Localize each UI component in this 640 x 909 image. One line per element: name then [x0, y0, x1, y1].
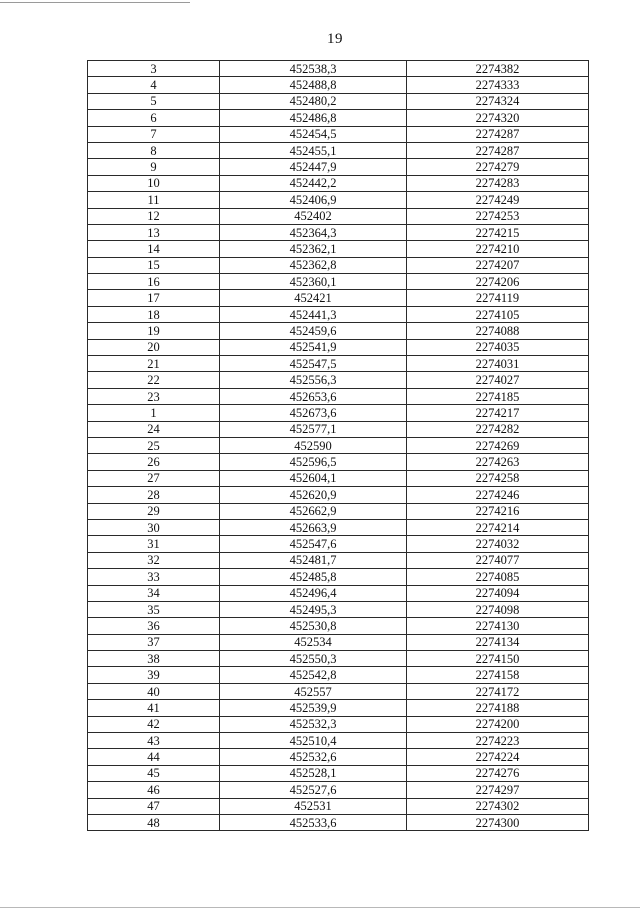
y-coordinate-cell: 2274282	[407, 421, 589, 437]
table-row	[88, 405, 589, 421]
point-number-cell: 3	[88, 61, 220, 77]
table-row	[88, 77, 589, 93]
table-row	[88, 536, 589, 552]
x-coordinate-cell: 452442,2	[220, 175, 407, 191]
point-number-cell: 39	[88, 667, 220, 683]
y-coordinate-cell: 2274150	[407, 651, 589, 667]
table-row	[88, 257, 589, 273]
y-coordinate-cell: 2274077	[407, 552, 589, 568]
x-coordinate-cell: 452550,3	[220, 651, 407, 667]
table-row	[88, 585, 589, 601]
x-coordinate-cell: 452481,7	[220, 552, 407, 568]
x-coordinate-cell: 452480,2	[220, 93, 407, 109]
y-coordinate-cell: 2274188	[407, 700, 589, 716]
point-number-cell: 10	[88, 175, 220, 191]
point-number-cell: 29	[88, 503, 220, 519]
point-number-cell: 38	[88, 651, 220, 667]
point-number-cell: 43	[88, 733, 220, 749]
point-number-cell: 16	[88, 274, 220, 290]
x-coordinate-cell: 452421	[220, 290, 407, 306]
page-number: 19	[327, 31, 343, 47]
table-row	[88, 618, 589, 634]
x-coordinate-cell: 452459,6	[220, 323, 407, 339]
point-number-cell: 12	[88, 208, 220, 224]
x-coordinate-cell: 452360,1	[220, 274, 407, 290]
x-coordinate-cell: 452590	[220, 437, 407, 453]
x-coordinate-cell: 452662,9	[220, 503, 407, 519]
x-coordinate-cell: 452447,9	[220, 159, 407, 175]
table-row	[88, 437, 589, 453]
y-coordinate-cell: 2274098	[407, 601, 589, 617]
y-coordinate-cell: 2274223	[407, 733, 589, 749]
table-row	[88, 323, 589, 339]
point-number-cell: 19	[88, 323, 220, 339]
table-row	[88, 470, 589, 486]
y-coordinate-cell: 2274382	[407, 61, 589, 77]
x-coordinate-cell: 452406,9	[220, 192, 407, 208]
table-row	[88, 716, 589, 732]
y-coordinate-cell: 2274206	[407, 274, 589, 290]
x-coordinate-cell: 452362,8	[220, 257, 407, 273]
y-coordinate-cell: 2274246	[407, 487, 589, 503]
x-coordinate-cell: 452653,6	[220, 388, 407, 404]
point-number-cell: 31	[88, 536, 220, 552]
point-number-cell: 20	[88, 339, 220, 355]
y-coordinate-cell: 2274217	[407, 405, 589, 421]
table-row	[88, 175, 589, 191]
y-coordinate-cell: 2274214	[407, 519, 589, 535]
y-coordinate-cell: 2274216	[407, 503, 589, 519]
table-row	[88, 765, 589, 781]
point-number-cell: 23	[88, 388, 220, 404]
x-coordinate-cell: 452541,9	[220, 339, 407, 355]
table-row	[88, 61, 589, 77]
point-number-cell: 44	[88, 749, 220, 765]
table-row	[88, 126, 589, 142]
x-coordinate-cell: 452673,6	[220, 405, 407, 421]
y-coordinate-cell: 2274210	[407, 241, 589, 257]
table-row	[88, 159, 589, 175]
point-number-cell: 13	[88, 224, 220, 240]
x-coordinate-cell: 452495,3	[220, 601, 407, 617]
point-number-cell: 24	[88, 421, 220, 437]
y-coordinate-cell: 2274158	[407, 667, 589, 683]
x-coordinate-cell: 452547,5	[220, 356, 407, 372]
y-coordinate-cell: 2274119	[407, 290, 589, 306]
x-coordinate-cell: 452485,8	[220, 569, 407, 585]
point-number-cell: 48	[88, 814, 220, 830]
table-row	[88, 290, 589, 306]
x-coordinate-cell: 452556,3	[220, 372, 407, 388]
y-coordinate-cell: 2274088	[407, 323, 589, 339]
x-coordinate-cell: 452488,8	[220, 77, 407, 93]
point-number-cell: 34	[88, 585, 220, 601]
y-coordinate-cell: 2274215	[407, 224, 589, 240]
point-number-cell: 25	[88, 437, 220, 453]
y-coordinate-cell: 2274207	[407, 257, 589, 273]
y-coordinate-cell: 2274253	[407, 208, 589, 224]
point-number-cell: 27	[88, 470, 220, 486]
y-coordinate-cell: 2274085	[407, 569, 589, 585]
table-row	[88, 552, 589, 568]
y-coordinate-cell: 2274130	[407, 618, 589, 634]
x-coordinate-cell: 452441,3	[220, 306, 407, 322]
table-row	[88, 421, 589, 437]
bottom-edge-rule	[0, 907, 640, 908]
table-row	[88, 503, 589, 519]
x-coordinate-cell: 452596,5	[220, 454, 407, 470]
point-number-cell: 4	[88, 77, 220, 93]
y-coordinate-cell: 2274283	[407, 175, 589, 191]
x-coordinate-cell: 452538,3	[220, 61, 407, 77]
point-number-cell: 33	[88, 569, 220, 585]
table-row	[88, 192, 589, 208]
y-coordinate-cell: 2274333	[407, 77, 589, 93]
table-row	[88, 110, 589, 126]
x-coordinate-cell: 452577,1	[220, 421, 407, 437]
x-coordinate-cell: 452542,8	[220, 667, 407, 683]
point-number-cell: 47	[88, 798, 220, 814]
y-coordinate-cell: 2274324	[407, 93, 589, 109]
y-coordinate-cell: 2274134	[407, 634, 589, 650]
table-row	[88, 487, 589, 503]
x-coordinate-cell: 452604,1	[220, 470, 407, 486]
point-number-cell: 28	[88, 487, 220, 503]
point-number-cell: 14	[88, 241, 220, 257]
x-coordinate-cell: 452402	[220, 208, 407, 224]
table-row	[88, 388, 589, 404]
y-coordinate-cell: 2274172	[407, 683, 589, 699]
point-number-cell: 15	[88, 257, 220, 273]
point-number-cell: 40	[88, 683, 220, 699]
x-coordinate-cell: 452620,9	[220, 487, 407, 503]
x-coordinate-cell: 452532,3	[220, 716, 407, 732]
point-number-cell: 37	[88, 634, 220, 650]
table-row	[88, 356, 589, 372]
y-coordinate-cell: 2274297	[407, 782, 589, 798]
table-row	[88, 782, 589, 798]
table-row	[88, 634, 589, 650]
point-number-cell: 7	[88, 126, 220, 142]
y-coordinate-cell: 2274200	[407, 716, 589, 732]
y-coordinate-cell: 2274032	[407, 536, 589, 552]
y-coordinate-cell: 2274105	[407, 306, 589, 322]
table-row	[88, 683, 589, 699]
y-coordinate-cell: 2274276	[407, 765, 589, 781]
x-coordinate-cell: 452539,9	[220, 700, 407, 716]
point-number-cell: 9	[88, 159, 220, 175]
y-coordinate-cell: 2274258	[407, 470, 589, 486]
table-row	[88, 339, 589, 355]
table-row	[88, 749, 589, 765]
table-row	[88, 224, 589, 240]
y-coordinate-cell: 2274287	[407, 126, 589, 142]
top-edge-rule	[0, 2, 190, 3]
table-row	[88, 208, 589, 224]
x-coordinate-cell: 452362,1	[220, 241, 407, 257]
y-coordinate-cell: 2274249	[407, 192, 589, 208]
point-number-cell: 8	[88, 142, 220, 158]
y-coordinate-cell: 2274224	[407, 749, 589, 765]
x-coordinate-cell: 452454,5	[220, 126, 407, 142]
point-number-cell: 17	[88, 290, 220, 306]
table-row	[88, 519, 589, 535]
table-row	[88, 601, 589, 617]
table-row	[88, 372, 589, 388]
y-coordinate-cell: 2274300	[407, 814, 589, 830]
y-coordinate-cell: 2274287	[407, 142, 589, 158]
x-coordinate-cell: 452663,9	[220, 519, 407, 535]
x-coordinate-cell: 452530,8	[220, 618, 407, 634]
x-coordinate-cell: 452528,1	[220, 765, 407, 781]
point-number-cell: 32	[88, 552, 220, 568]
y-coordinate-cell: 2274302	[407, 798, 589, 814]
x-coordinate-cell: 452486,8	[220, 110, 407, 126]
table-row	[88, 306, 589, 322]
point-number-cell: 26	[88, 454, 220, 470]
y-coordinate-cell: 2274263	[407, 454, 589, 470]
x-coordinate-cell: 452534	[220, 634, 407, 650]
table-row	[88, 454, 589, 470]
y-coordinate-cell: 2274031	[407, 356, 589, 372]
y-coordinate-cell: 2274027	[407, 372, 589, 388]
point-number-cell: 11	[88, 192, 220, 208]
table-row	[88, 274, 589, 290]
x-coordinate-cell: 452557	[220, 683, 407, 699]
table-row	[88, 814, 589, 830]
table-row	[88, 241, 589, 257]
table-row	[88, 667, 589, 683]
table-row	[88, 142, 589, 158]
y-coordinate-cell: 2274094	[407, 585, 589, 601]
y-coordinate-cell: 2274279	[407, 159, 589, 175]
table-row	[88, 569, 589, 585]
coordinates-table	[87, 60, 589, 831]
table-row	[88, 700, 589, 716]
point-number-cell: 42	[88, 716, 220, 732]
table-row	[88, 798, 589, 814]
x-coordinate-cell: 452510,4	[220, 733, 407, 749]
point-number-cell: 22	[88, 372, 220, 388]
x-coordinate-cell: 452455,1	[220, 142, 407, 158]
x-coordinate-cell: 452496,4	[220, 585, 407, 601]
coordinates-table-body	[88, 61, 589, 831]
point-number-cell: 6	[88, 110, 220, 126]
y-coordinate-cell: 2274269	[407, 437, 589, 453]
y-coordinate-cell: 2274320	[407, 110, 589, 126]
point-number-cell: 1	[88, 405, 220, 421]
x-coordinate-cell: 452527,6	[220, 782, 407, 798]
point-number-cell: 21	[88, 356, 220, 372]
y-coordinate-cell: 2274185	[407, 388, 589, 404]
x-coordinate-cell: 452532,6	[220, 749, 407, 765]
x-coordinate-cell: 452533,6	[220, 814, 407, 830]
table-row	[88, 93, 589, 109]
point-number-cell: 41	[88, 700, 220, 716]
y-coordinate-cell: 2274035	[407, 339, 589, 355]
table-row	[88, 651, 589, 667]
table-row	[88, 733, 589, 749]
x-coordinate-cell: 452547,6	[220, 536, 407, 552]
x-coordinate-cell: 452364,3	[220, 224, 407, 240]
point-number-cell: 46	[88, 782, 220, 798]
x-coordinate-cell: 452531	[220, 798, 407, 814]
point-number-cell: 45	[88, 765, 220, 781]
point-number-cell: 5	[88, 93, 220, 109]
point-number-cell: 18	[88, 306, 220, 322]
point-number-cell: 36	[88, 618, 220, 634]
point-number-cell: 35	[88, 601, 220, 617]
point-number-cell: 30	[88, 519, 220, 535]
